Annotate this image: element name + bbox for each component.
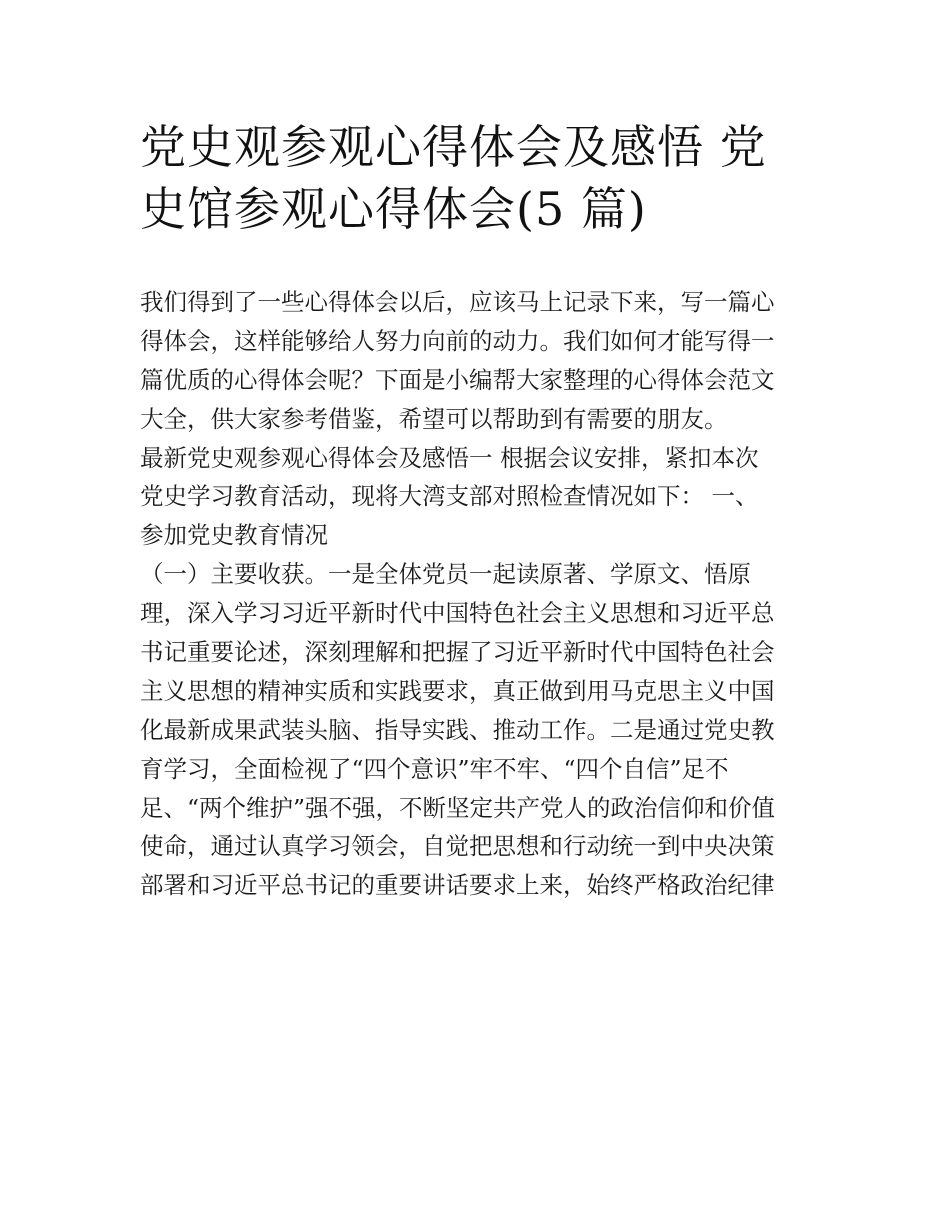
body-line: 参加党史教育情况 [140, 521, 328, 550]
body-line: 最新党史观参观心得体会及感悟一 根据会议安排，紧扣本次 [140, 443, 759, 472]
body-line: 得体会，这样能够给人努力向前的动力。我们如何才能写得一 [140, 326, 775, 355]
body-line: 主义思想的精神实质和实践要求，真正做到用马克思主义中国 [140, 676, 775, 705]
body-line: 我们得到了一些心得体会以后，应该马上记录下来，写一篇心 [140, 288, 775, 316]
body-line: （一）主要收获。一是全体党员一起读原著、学原文、悟原 [140, 560, 751, 589]
body-line: 部署和习近平总书记的重要讲话要求上来，始终严格政治纪律 [140, 871, 775, 900]
body-line: 大全，供大家参考借鉴，希望可以帮助到有需要的朋友。 [140, 404, 728, 433]
body-line: 党史学习教育活动，现将大湾支部对照检查情况如下： 一、 [140, 482, 759, 511]
body-line: 足、“两个维护”强不强，不断坚定共产党人的政治信仰和价值 [140, 793, 776, 822]
title-line-1: 党史观参观心得体会及感悟 党 [140, 120, 767, 174]
body-line: 理，深入学习习近平新时代中国特色社会主义思想和习近平总 [140, 599, 775, 628]
document-body [140, 283, 830, 905]
body-line: 书记重要论述，深刻理解和把握了习近平新时代中国特色社会 [140, 638, 775, 667]
body-line: 育学习，全面检视了“四个意识”牢不牢、“四个自信”足不 [140, 754, 729, 783]
body-line: 使命，通过认真学习领会，自觉把思想和行动统一到中央决策 [140, 832, 775, 861]
document-title [140, 116, 820, 240]
title-line-2: 史馆参观心得体会(5 篇) [140, 182, 647, 236]
body-line: 篇优质的心得体会呢？下面是小编帮大家整理的心得体会范文 [140, 365, 775, 394]
body-line: 化最新成果武装头脑、指导实践、推动工作。二是通过党史教 [140, 715, 775, 744]
